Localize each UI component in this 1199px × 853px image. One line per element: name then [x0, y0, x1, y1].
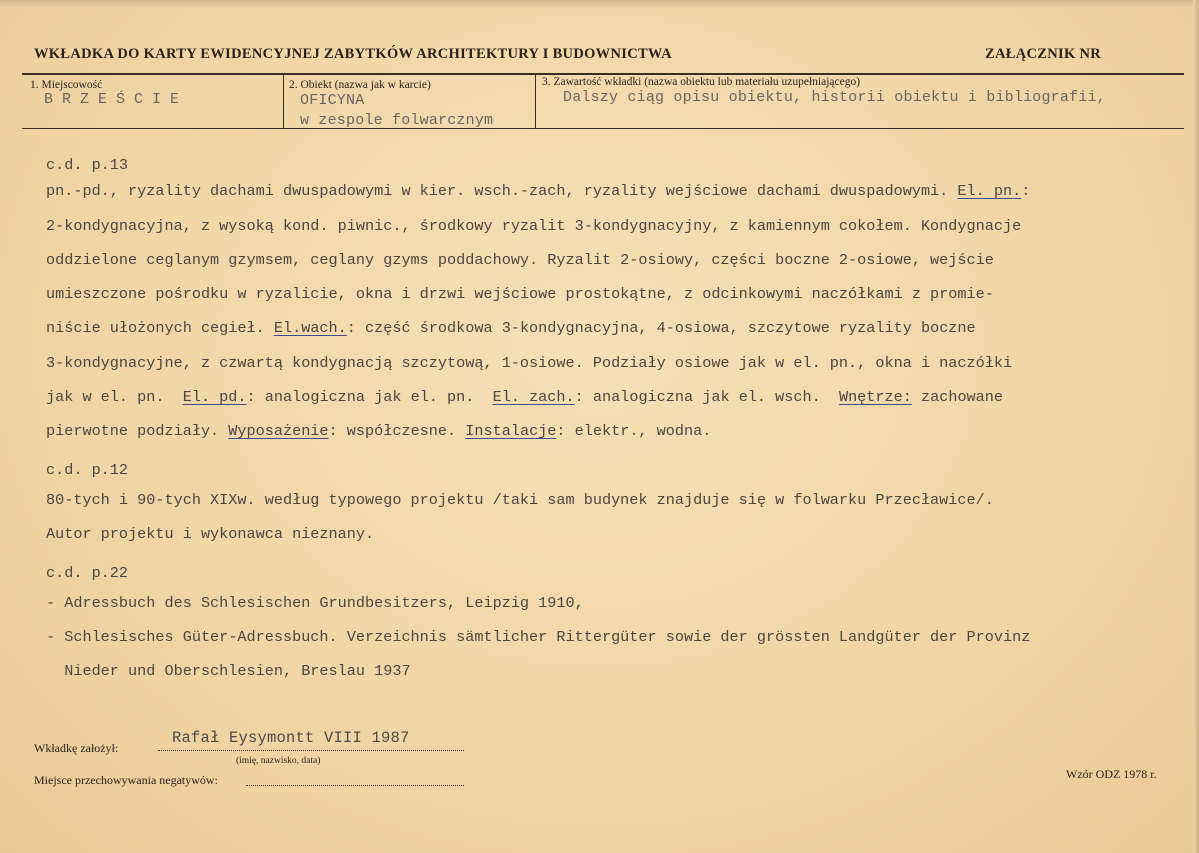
- text-line: jak w el. pn. El. pd.: analogiczna jak el. pn. El. zach.: analogiczna jak el. wsch. Wnętrze: zachowane: [46, 388, 1004, 407]
- underlined-term: El.wach.: [273, 319, 347, 338]
- text-line: pierwotne podziały. Wyposażenie: współczesne. Instalacje: elektr., wodna.: [46, 422, 712, 441]
- text-line: umieszczone pośrodku w ryzalicie, okna i drzwi wejściowe prostokątne, z odcinkowymi naczółkami z promie-: [46, 285, 994, 304]
- description-body: [46, 156, 1166, 689]
- card-edge-right: [1193, 0, 1199, 853]
- founded-by-dotted-line: [158, 750, 464, 751]
- founded-by-value: Rafał Eysymontt VIII 1987: [172, 729, 410, 747]
- section-heading-p22: c.d. p.22: [46, 563, 129, 582]
- locality-value: BRZEŚCIE: [44, 91, 189, 108]
- text-line: 2-kondygnacyjna, z wysoką kond. piwnic., środkowy ryzalit 3-kondygnacyjny, z kamiennym cokołem. Kondygnacje: [46, 216, 1022, 235]
- founded-by-label: Wkładkę założył:: [34, 741, 119, 755]
- text-line: 80-tych i 90-tych XIXw. według typowego projektu /taki sam budynek znajduje się w folwarku Przecławice/.: [46, 490, 994, 509]
- underlined-term: El. pd.: [182, 388, 247, 407]
- founded-by-hint: (imię, nazwisko, data): [236, 756, 321, 766]
- underlined-term: El. pn.: [957, 182, 1022, 201]
- object-value-line1: OFICYNA: [300, 92, 365, 109]
- text-line: Autor projektu i wykonawca nieznany.: [46, 525, 375, 544]
- text-line: 3-kondygnacyjne, z czwartą kondygnacją szczytową, 1-osiowe. Podziały osiowe jak w el. pn., okna i naczółki: [46, 353, 1013, 372]
- underlined-term: Wnętrze:: [838, 388, 912, 407]
- bibliography-item: - Adressbuch des Schlesischen Grundbesitzers, Leipzig 1910,: [46, 593, 584, 612]
- text-line: oddzielone ceglanym gzymsem, ceglany gzyms poddachowy. Ryzalit 2-osiowy, części boczne 2-osiowe, wejście: [46, 250, 994, 269]
- object-label: 2. Obiekt (nazwa jak w karcie): [289, 79, 431, 91]
- negatives-location-label: Miejsce przechowywania negatywów:: [34, 773, 218, 787]
- section-heading-p12: c.d. p.12: [46, 460, 129, 479]
- template-version: Wzór ODZ 1978 r.: [1066, 767, 1157, 781]
- section-heading-p13: c.d. p.13: [46, 156, 129, 174]
- attachment-number-label: ZAŁĄCZNIK NR: [985, 46, 1101, 62]
- contents-value: Dalszy ciąg opisu obiektu, historii obiektu i bibliografii,: [563, 89, 1106, 106]
- card-edge-top: [0, 0, 1199, 8]
- header-rule-bottom: [22, 128, 1184, 129]
- text-line: niście ułożonych cegieł. El.wach.: część środkowa 3-kondygnacyjna, 4-osiowa, szczytowe ryzality boczne: [46, 319, 976, 338]
- bibliography-item: - Schlesisches Güter-Adressbuch. Verzeichnis sämtlicher Rittergüter sowie der grössten Landgüter der Provinz: [46, 628, 1031, 647]
- underlined-term: Wyposażenie: [228, 422, 329, 441]
- object-value-line2: w zespole folwarcznym: [300, 112, 494, 129]
- text-line: pn.-pd., ryzality dachami dwuspadowymi w kier. wsch.-zach, ryzality wejściowe dachami dwuspadowymi. El. pn.:: [46, 182, 1031, 201]
- contents-label: 3. Zawartość wkładki (nazwa obiektu lub materiału uzupełniającego): [542, 76, 861, 88]
- negatives-location-dotted-line: [246, 785, 464, 786]
- form-title: WKŁADKA DO KARTY EWIDENCYJNEJ ZABYTKÓW ARCHITEKTURY I BUDOWNICTWA: [34, 46, 672, 62]
- header-rule-top: [22, 73, 1184, 75]
- locality-label: 1. Miejscowość: [30, 79, 103, 91]
- field-divider-1: [283, 74, 284, 128]
- bibliography-item: Nieder und Oberschlesien, Breslau 1937: [46, 662, 411, 681]
- underlined-term: Instalacje: [465, 422, 557, 441]
- underlined-term: El. zach.: [492, 388, 575, 407]
- field-divider-2: [535, 74, 536, 128]
